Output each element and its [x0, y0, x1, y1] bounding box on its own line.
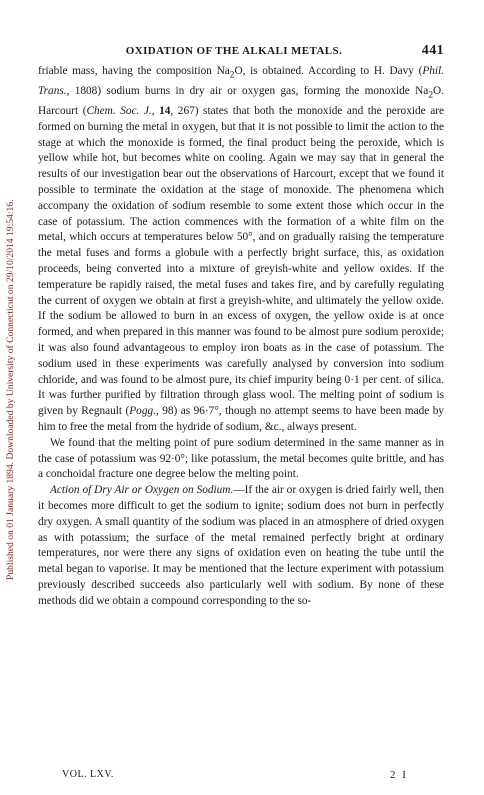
text-run: O, is obtained. According to H. Davy (	[234, 65, 423, 77]
running-head	[64, 45, 444, 61]
citation-journal: Pogg.	[129, 405, 156, 418]
running-title: OXIDATION OF THE ALKALI METALS.	[125, 45, 343, 57]
paragraph-sodium-oxidation	[38, 64, 444, 436]
text-run: —If the air or oxygen is dried fairly well, then it becomes more difficult to get the sodium to ignite; sodium does not burn in perfectly dry oxygen. A small quantity of the sodium was placed in an atmosphere of dried oxygen as with potassium; the surface of the metal remained perfectly bright at ordinary temperatures, nor were there any signs of oxidation even on heating the tube until the metal began to vaporise. It may be mentioned that the lecture experiment with potassium previously described succeeds also particularly well with sodium. By none of these methods did we obtain a compound corresponding to the so-	[38, 484, 444, 607]
subscript: 2	[229, 70, 235, 81]
article-body	[38, 64, 444, 610]
volume-label: VOL. LXV.	[62, 769, 114, 780]
text-run: ,	[151, 105, 160, 118]
paragraph-dry-air-action	[38, 483, 444, 609]
paragraph-melting-point: We found that the melting point of pure sodium determined in the same manner as in the case of potassium was 92·0°; like potassium, the metal becomes quite brittle, and has a conchoidal fracture one degree below the melting point.	[38, 436, 444, 481]
section-heading: Action of Dry Air or Oxygen on Sodium.	[50, 484, 234, 497]
text-run: friable mass, having the composition Na	[38, 65, 230, 77]
citation-journal: Chem. Soc. J.	[86, 105, 152, 118]
page-number: 441	[421, 43, 444, 58]
signature-mark: 2 I	[390, 769, 408, 781]
text-run: O. Harcourt (	[38, 85, 444, 118]
text-run: , 1808) sodium burns in dry air or oxygen gas, forming the monoxide Na	[66, 85, 429, 98]
text-run: , 267) states that both the monoxide and the peroxide are formed on burning the metal in oxygen, but that it is not possible to limit the action to the stage at which the monoxide is formed, the final product being the peroxide, which is yellow while hot, but becomes white on cooling. Again we may say that in general the results of our investigation bear out the observations of Harcourt, except that we found it possible to terminate the oxidation at the stage of monoxide. The phenomena which accompany the oxidation of sodium resemble to some extent those which occur in the case of potassium. The action commences with the formation of a white film on the metal, which occurs at temperatures below 50°, and on gradually raising the temperature the metal fuses and forms a globule with a perfectly bright surface, this, as oxidation proceeds, being converted into a mixture of greyish-white and yellow oxides. If the temperature be rapidly raised, the metal fuses and takes fire, and by carefully regulating the current of oxygen we obtain at first a greyish-white, and ultimately the yellow oxide. If the sodium be allowed to burn in an excess of oxygen, the yellow oxide is at once formed, and when prepared in this manner was found to be almost pure sodium peroxide; it was also found advantageous to employ iron boats as in the case of potassium. The sodium used in these experiments was carefully analysed by conversion into sodium chloride, and was found to be almost pure, its chief impurity being 0·1 per cent. of silica. It was further purified by filtration through glass wool. The melting point of sodium is given by Regnault (	[38, 105, 445, 418]
page-footer	[62, 769, 444, 783]
text-run: , 98) as 96·7°, though no attempt seems to have been made by him to free the metal from the hydride of sodium, &c., always present.	[38, 405, 444, 434]
subscript: 2	[428, 90, 434, 101]
download-margin-note: Published on 01 January 1894. Downloaded by University of Connecticut on 29/10/2014 19:54:16.	[5, 199, 16, 581]
citation-journal: Phil. Trans.	[38, 65, 444, 98]
citation-volume: 14	[159, 105, 171, 118]
